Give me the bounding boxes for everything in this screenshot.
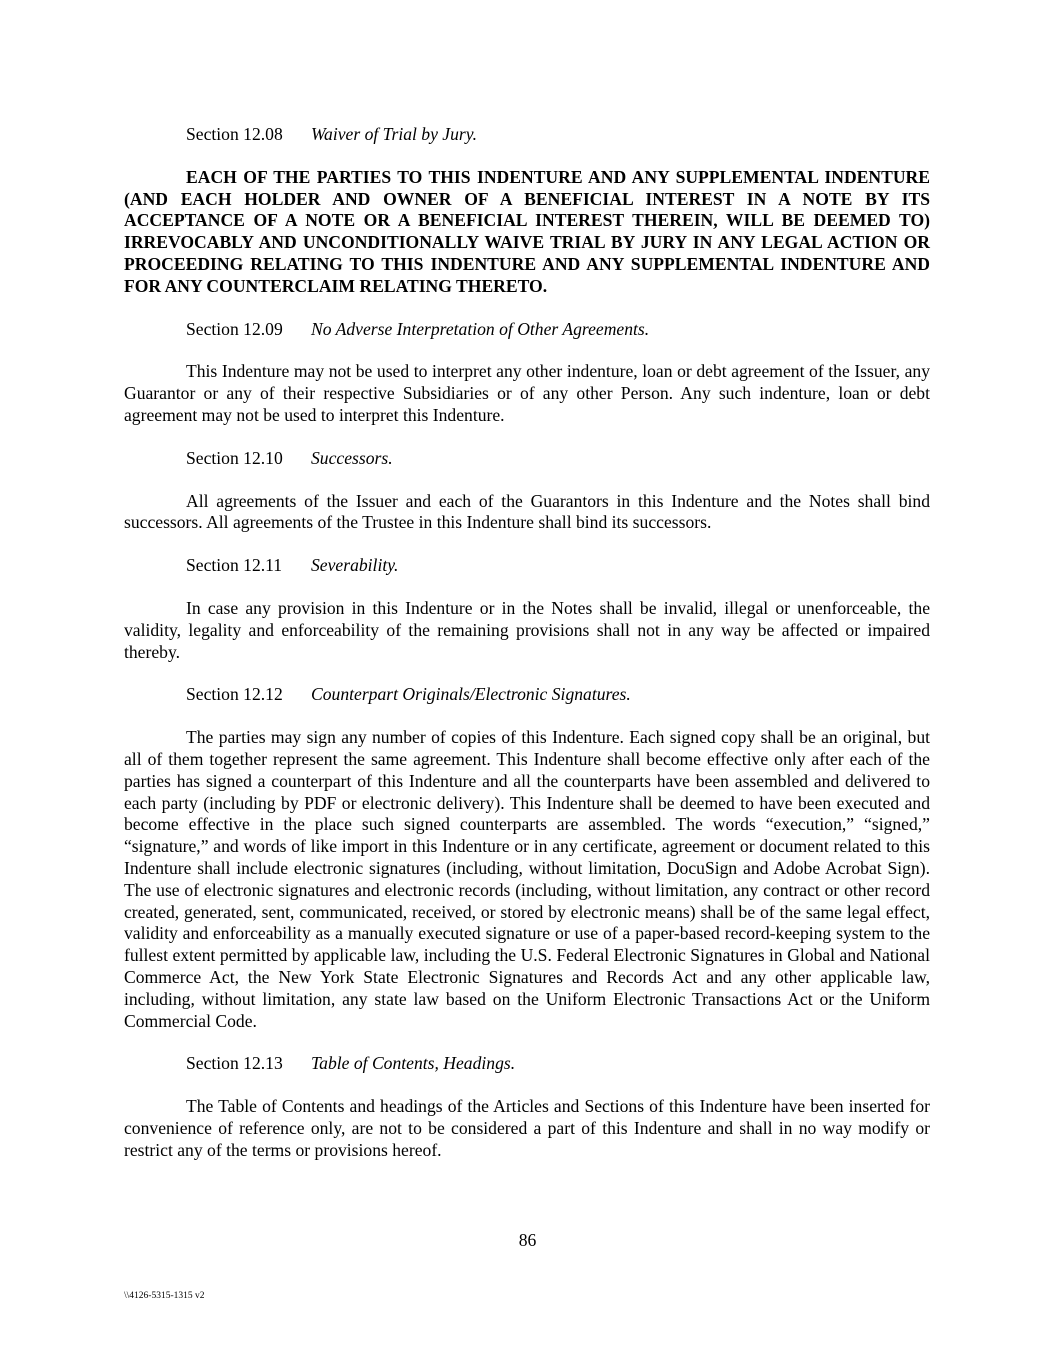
section-title: Counterpart Originals/Electronic Signatures. — [311, 684, 631, 705]
section-heading-12-08 — [124, 124, 930, 146]
section-number: Section 12.13 — [186, 1053, 283, 1074]
section-title: Table of Contents, Headings. — [311, 1053, 516, 1074]
section-title: Severability. — [311, 555, 399, 576]
page-number: 86 — [518, 1230, 537, 1250]
section-body-12-13: The Table of Contents and headings of the Articles and Sections of this Indenture have been inserted for convenience of reference only, are not to be considered a part of this Indenture and shall in no way modify or restrict any of the terms or provisions hereof. — [124, 1096, 930, 1160]
document-page — [124, 124, 930, 1182]
section-title: Waiver of Trial by Jury. — [311, 124, 477, 144]
section-body-12-09: This Indenture may not be used to interpret any other indenture, loan or debt agreement of the Issuer, any Guarantor or any of their respective Subsidiaries or of any other Person. Any such indenture, loan or debt agreement may not be used to interpret this Indenture. — [124, 361, 930, 425]
section-number: Section 12.11 — [186, 555, 283, 576]
section-title: No Adverse Interpretation of Other Agreements. — [311, 318, 650, 339]
section-heading-12-12 — [124, 684, 930, 706]
section-heading-12-11 — [124, 555, 930, 577]
section-number: Section 12.08 — [186, 124, 283, 144]
section-body-12-12: The parties may sign any number of copies of this Indenture. Each signed copy shall be an original, but all of them together represent the same agreement. This Indenture shall become effective only after each of the parties has signed a counterpart of this Indenture and all the counterparts have been assembled and delivered to each party (including by PDF or electronic delivery). This Indenture shall be deemed to have been executed and become effective in the place such signed counterparts are assembled. The words “execution,” “signed,” “signature,” and words of like import in this Indenture or in any certificate, agreement or document related to this Indenture shall include electronic signatures (including, without limitation, DocuSign and Adobe Acrobat Sign). The use of electronic signatures and electronic records (including, without limitation, any contract or other record created, generated, sent, communicated, received, or stored by electronic means) shall be of the same legal effect, validity and enforceability as a manually executed signature or use of a paper-based record-keeping system to the fullest extent permitted by applicable law, including the U.S. Federal Electronic Signatures in Global and National Commerce Act, the New York State Electronic Signatures and Records Act and any other applicable law, including, without limitation, any state law based on the Uniform Electronic Transactions Act or the Uniform Commercial Code. — [124, 727, 930, 1031]
section-number: Section 12.10 — [186, 447, 283, 468]
section-body-12-08: EACH OF THE PARTIES TO THIS INDENTURE AND ANY SUPPLEMENTAL INDENTURE (AND EACH HOLDER AND OWNER OF A BENEFICIAL INTEREST IN A NOTE BY ITS ACCEPTANCE OF A NOTE OR A BENEFICIAL INTEREST THEREIN, WILL BE DEEMED TO) IRREVOCABLY AND UNCONDITIONALLY WAIVE TRIAL BY JURY IN ANY LEGAL ACTION OR PROCEEDING RELATING TO THIS INDENTURE AND ANY SUPPLEMENTAL INDENTURE AND FOR ANY COUNTERCLAIM RELATING THERETO. — [124, 166, 930, 296]
section-heading-12-10 — [124, 448, 930, 470]
document-id: \\4126-5315-1315 v2 — [124, 1291, 205, 1301]
section-heading-12-13 — [124, 1053, 930, 1075]
section-number: Section 12.12 — [186, 684, 283, 705]
section-title: Successors. — [311, 447, 393, 468]
section-body-12-11: In case any provision in this Indenture or in the Notes shall be invalid, illegal or unenforceable, the validity, legality and enforceability of the remaining provisions shall not in any way be affected or impaired thereby. — [124, 597, 930, 662]
section-body-12-10: All agreements of the Issuer and each of the Guarantors in this Indenture and the Notes shall bind successors. All agreements of the Trustee in this Indenture shall bind its successors. — [124, 490, 930, 533]
section-heading-12-09 — [124, 319, 930, 341]
section-number: Section 12.09 — [186, 318, 283, 339]
